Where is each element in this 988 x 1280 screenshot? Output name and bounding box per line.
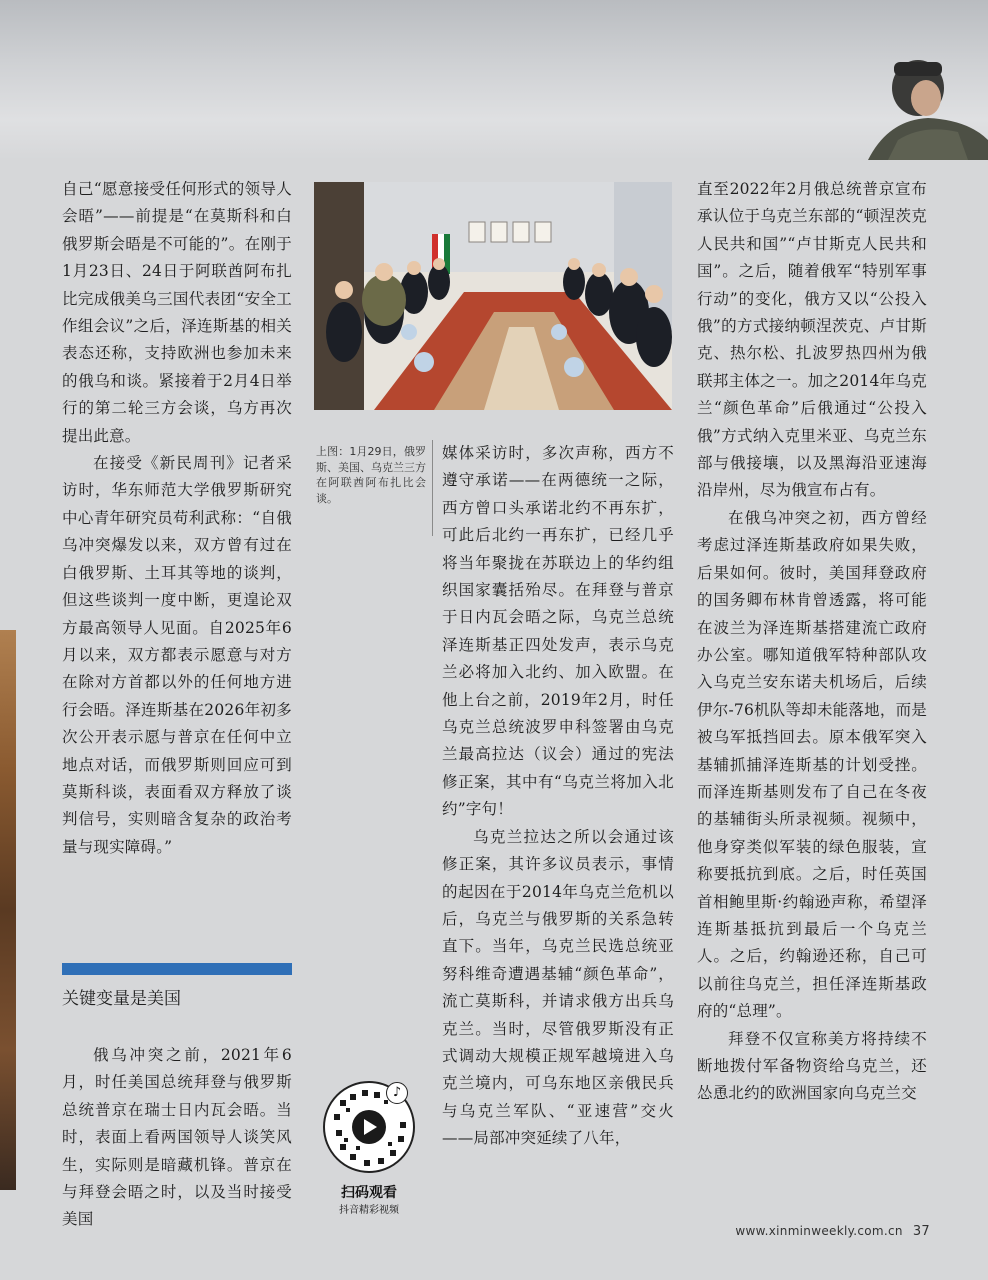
- qr-sublabel: 抖音精彩视频: [339, 1205, 399, 1216]
- column-1: [62, 176, 292, 861]
- paragraph: 在接受《新民周刊》记者采访时，华东师范大学俄罗斯研究中心青年研究员苟利武称：“自俄乌冲突爆发以来，双方曾有过在白俄罗斯、土耳其等地的谈判，但这些谈判一度中断，更遑论双方最高领导人见面。自2025年6月以来，双方都表示愿意与对方在除对方首都以外的任何地方进行会晤。泽连斯基在2026年初多次公开表示愿与普京在任何中立地点对话，而俄罗斯则回应可到莫斯科谈，表面看双方释放了谈判信号，实则暗含复杂的政治考量与现实障碍。”: [62, 454, 292, 856]
- soldier-photo: [828, 40, 988, 160]
- paragraph: 自己“愿意接受任何形式的领导人会晤”——前提是“在莫斯科和白俄罗斯会晤是不可能的”。在刚于1月23日、24日于阿联酋阿布扎比完成俄美乌三国代表团“安全工作组会议”之后，泽连斯基的相关表态还称，支持欧洲也参加未来的俄乌和谈。紧接着于2月4日举行的第二轮三方会谈，乌方再次提出此意。: [62, 180, 292, 445]
- top-banner-photo: [0, 0, 988, 160]
- paragraph: 直至2022年2月俄总统普京宣布承认位于乌克兰东部的“顿涅茨克人民共和国”“卢甘斯克人民共和国”。之后，随着俄军“特别军事行动”的变化，俄方又以“公投入俄”的方式接纳顿涅茨克、卢甘斯克、热尔松、扎波罗热四州为俄联邦主体之一。加之2014年乌克兰“颜色革命”后俄通过“公投入俄”方式纳入克里米亚、乌克兰东部与俄接壤，以及黑海沿亚速海沿岸州，尽为俄宣布占有。: [697, 180, 927, 500]
- column-3: [697, 176, 927, 1108]
- page-number: 37: [912, 1224, 930, 1239]
- page-footer: [735, 1224, 930, 1239]
- paragraph: 乌克兰拉达之所以会通过该修正案，其许多议员表示，事情的起因在于2014年乌克兰危机以后，乌克兰与俄罗斯的关系急转直下。当年，乌克兰民选总统亚努科维奇遭遇基辅“颜色革命”，流亡莫斯科，并请求俄方出兵乌克兰。当时，尽管俄罗斯没有正式调动大规模正规军越境进入乌克兰境内，可乌东地区亲俄民兵与乌克兰军队、“亚速营”交火——局部冲突延续了八年，: [442, 827, 674, 1148]
- section-heading: 关键变量是美国: [62, 989, 181, 1009]
- meeting-photo: [314, 182, 672, 410]
- edge-photo-strip: [0, 630, 16, 1190]
- paragraph: 俄乌冲突之前，2021年6月，时任美国总统拜登与俄罗斯总统普京在瑞士日内瓦会晤。当时，表面上看两国领导人谈笑风生，实际则是暗藏机锋。普京在与拜登会晤之时，以及当时接受美国: [62, 1046, 292, 1229]
- column-1-lower: [62, 1042, 292, 1234]
- qr-label: 扫码观看: [341, 1185, 397, 1201]
- section-rule: [62, 963, 292, 975]
- column-2: [442, 440, 674, 1153]
- paragraph: 媒体采访时，多次声称，西方不遵守承诺——在两德统一之际，西方曾口头承诺北约不再东扩，可此后北约一再东扩，已经几乎将当年聚拢在苏联边上的华约组织国家囊括殆尽。在拜登与普京于日内瓦会晤之际，乌克兰总统泽连斯基正四处发声，表示乌克兰必将加入北约、加入欧盟。在他上台之前，2019年2月，时任乌克兰总统波罗申科签署由乌克兰最高拉达（议会）通过的宪法修正案，其中有“乌克兰将加入北约”字句！: [442, 444, 674, 819]
- website-url: www.xinminweekly.com.cn: [735, 1224, 903, 1238]
- photo-caption: 上图：1月29日，俄罗斯、美国、乌克兰三方在阿联酋阿布扎比会谈。: [316, 445, 426, 505]
- paragraph: 在俄乌冲突之初，西方曾经考虑过泽连斯基政府如果失败，后果如何。彼时，美国拜登政府的国务卿布林肯曾透露，将可能在波兰为泽连斯基搭建流亡政府办公室。哪知道俄军特种部队攻入乌克兰安东诺夫机场后，后续伊尔-76机队等却未能落地，而是被乌军抵挡回去。原本俄军突入基辅抓捕泽连斯基的计划受挫。而泽连斯基则发布了自己在冬夜的基辅街头所录视频。视频中，他身穿类似军装的绿色服装，宣称要抵抗到底。之后，时任英国首相鲍里斯·约翰逊声称，希望泽连斯基抵抗到最后一个乌克兰人。之后，约翰逊还称，自己可以前往乌克兰，担任泽连斯基政府的“总理”。: [697, 508, 927, 1021]
- qr-code[interactable]: [322, 1080, 416, 1174]
- paragraph: 拜登不仅宣称美方将持续不断地拨付军备物资给乌克兰，还怂恿北约的欧洲国家向乌克兰交: [697, 1029, 927, 1103]
- caption-divider: [432, 440, 433, 536]
- tiktok-icon: ♪: [386, 1082, 408, 1104]
